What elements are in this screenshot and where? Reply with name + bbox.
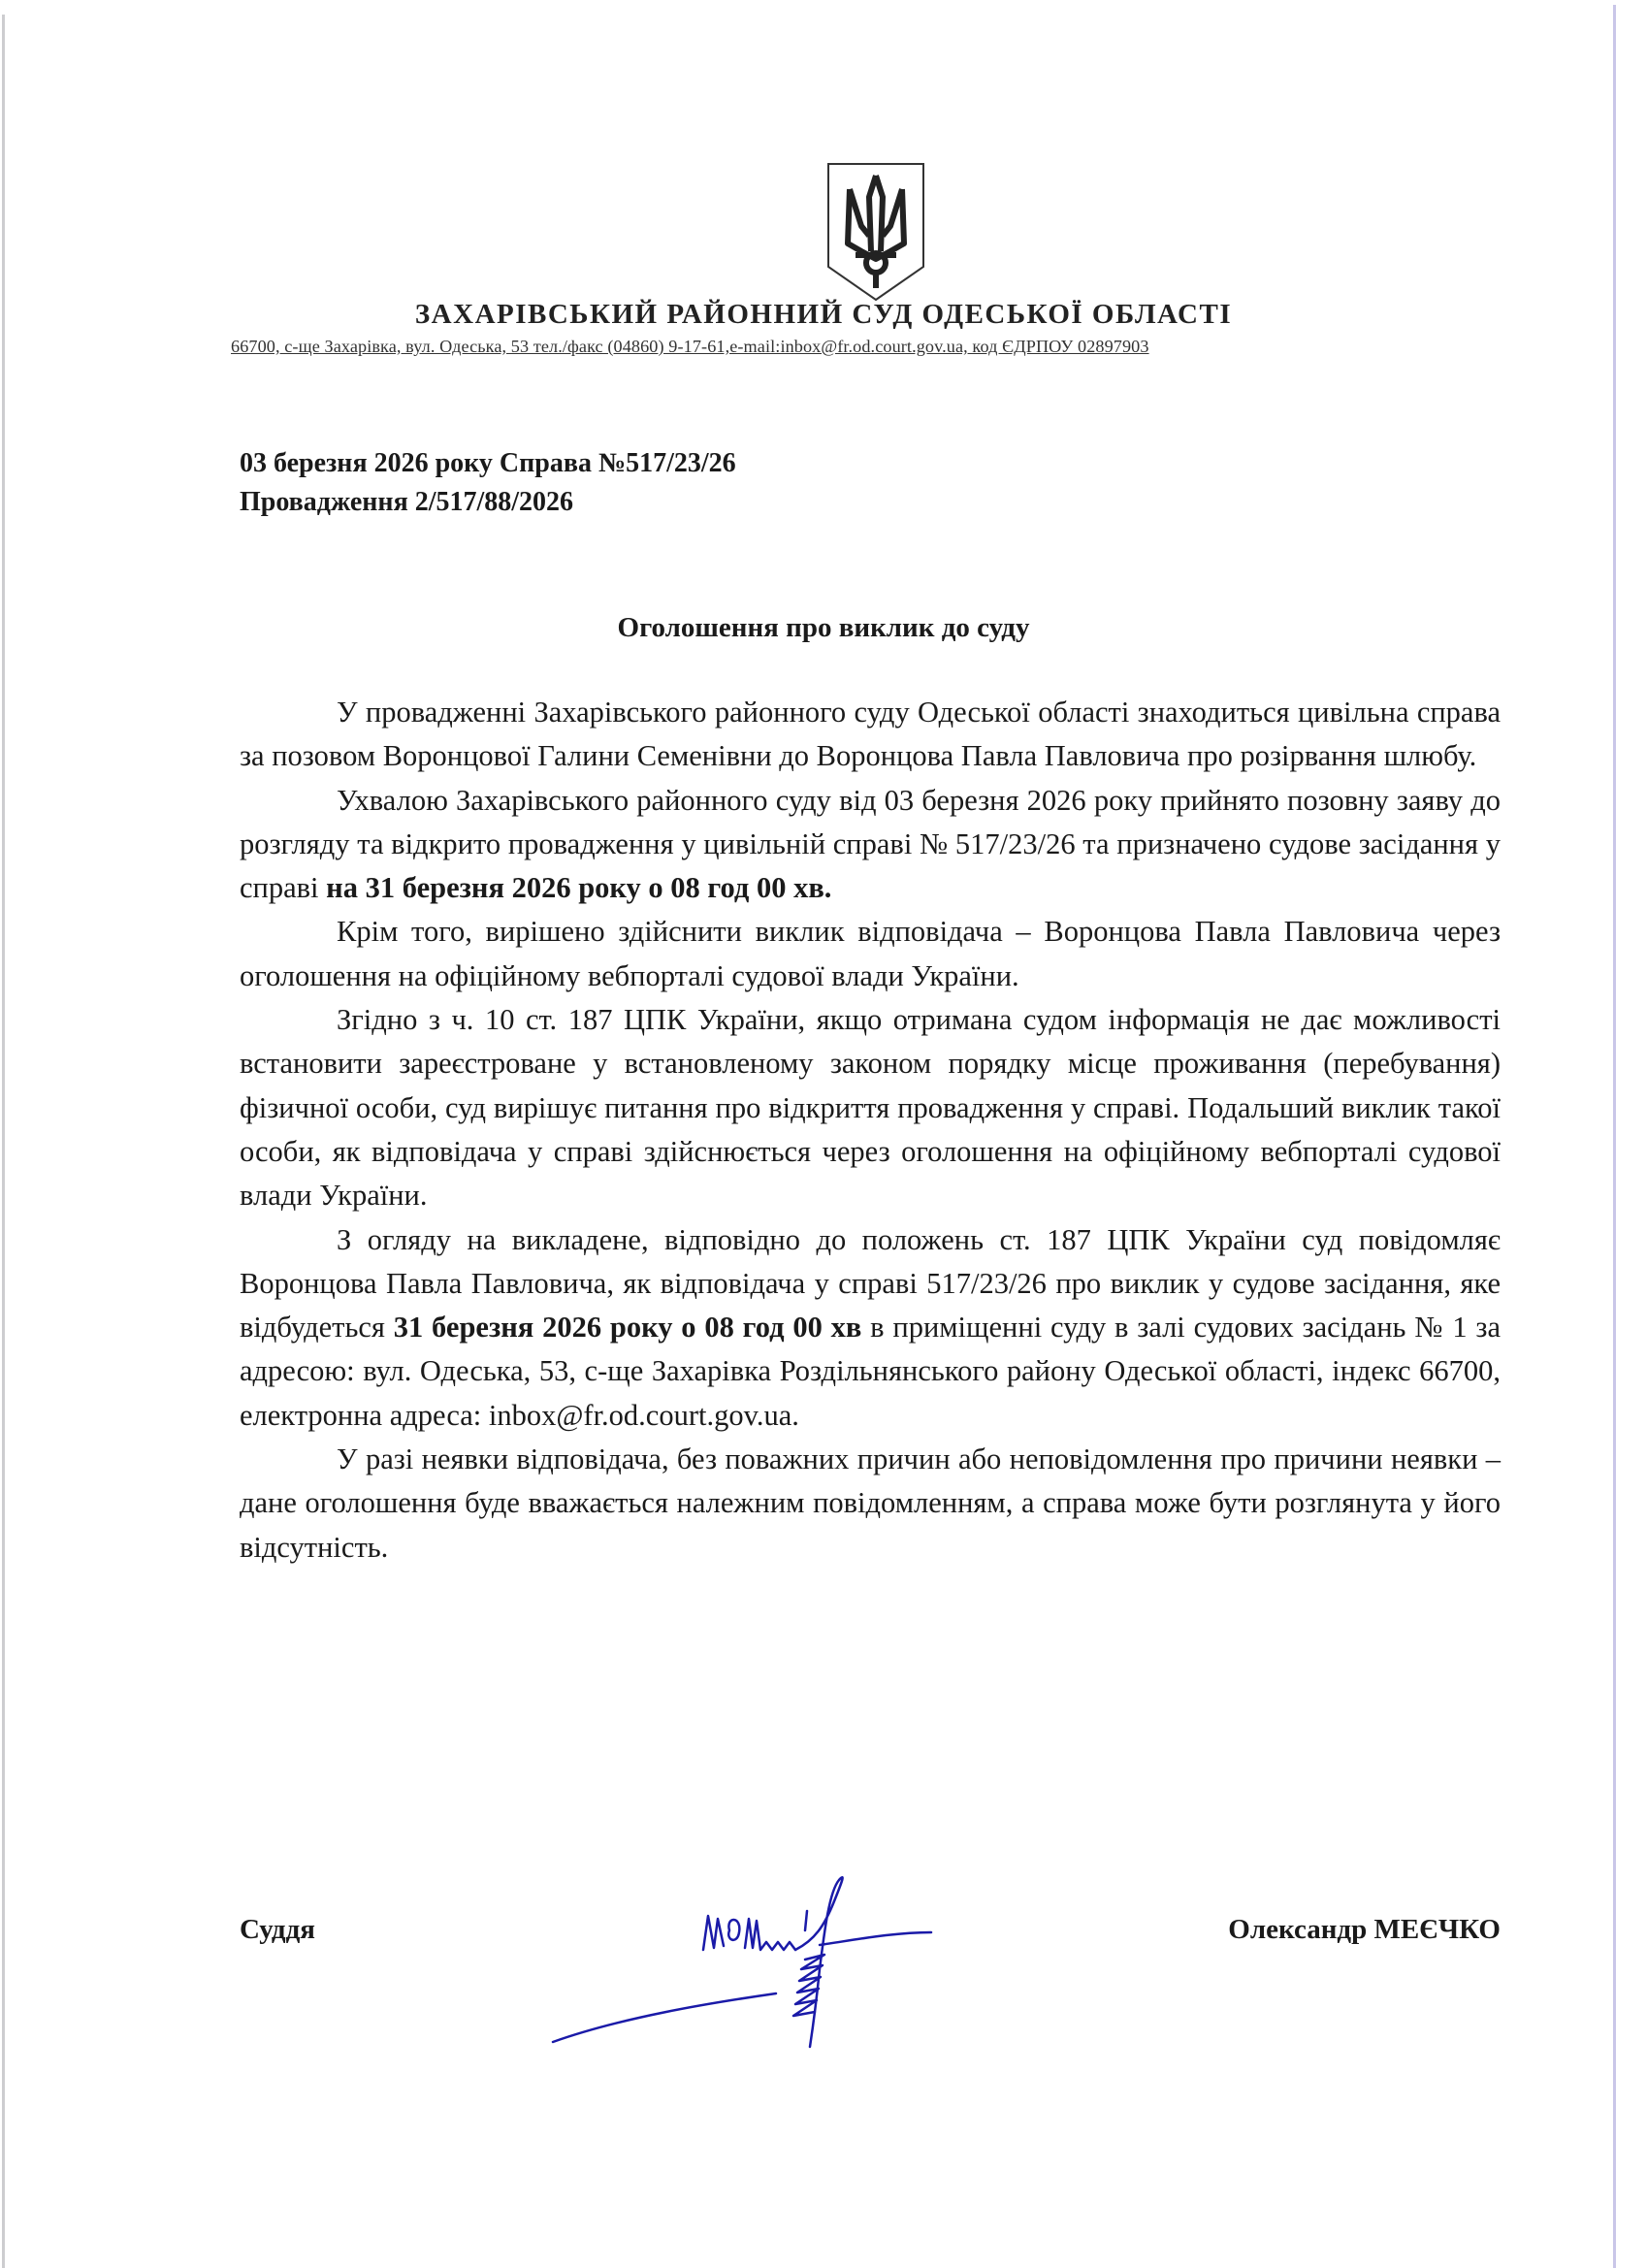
announcement-body: [240, 691, 1501, 1570]
paragraph-2: Ухвалою Захарівського районного суду від 03 березня 2026 року прийнято позовну заяву до розгляду та відкрито провадження у цивільній справі № 517/23/26 та призначено судове засідання у справі на 31 березня 2026 року о 08 год 00 хв.: [240, 783, 1501, 905]
paragraph-3: Крім того, вирішено здійснити виклик відповідача – Воронцова Павла Павловича через оголошення на офіційному вебпорталі судової влади України.: [240, 915, 1501, 992]
proceeding-number: Провадження 2/517/88/2026: [240, 487, 574, 517]
paragraph-6: У разі неявки відповідача, без поважних причин або неповідомлення про причини неявки – дане оголошення буде вважається належним повідомленням, а справа може бути розглянута у його відсутність.: [240, 1442, 1501, 1564]
hearing-datetime-2: 31 березня 2026 року о 08 год 00 хв: [393, 1311, 862, 1345]
paragraph-1: У провадженні Захарівського районного суду Одеської області знаходиться цивільна справа за позовом Воронцової Галини Семенівни до Воронцова Павла Павловича про розірвання шлюбу.: [240, 696, 1501, 773]
paragraph-4: Згідно з ч. 10 ст. 187 ЦПК України, якщо отримана судом інформація не дає можливості встановити зареєстроване у встановленому законом порядку місце проживання (перебування) фізичної особи, суд вирішує питання про відкриття провадження у справі. Подальший виклик такої особи, як відповідача у справі здійснюється через оголошення на офіційному вебпорталі судової влади України.: [240, 1003, 1501, 1213]
case-info: [240, 444, 736, 522]
scan-edge-right: [1613, 5, 1616, 2268]
signer-role: Суддя: [240, 1914, 315, 1945]
signer-name: Олександр МЕЄЧКО: [1228, 1914, 1501, 1945]
court-address: 66700, с-ще Захарівка, вул. Одеська, 53 тел./факс (04860) 9-17-61,e-mail:inbox@fr.od.court.gov.ua, код ЄДРПОУ 02897903: [231, 337, 1149, 356]
case-date-number: 03 березня 2026 року Справа №517/23/26: [240, 448, 736, 478]
scan-edge-left: [2, 15, 5, 2268]
ukraine-coat-of-arms-icon: [823, 158, 929, 304]
document-title: Оголошення про виклик до суду: [617, 612, 1030, 643]
hearing-datetime: на 31 березня 2026 року о 08 год 00 хв.: [326, 871, 832, 905]
handwritten-signature-icon: [485, 1872, 1028, 2066]
paragraph-5: З огляду на викладене, відповідно до положень ст. 187 ЦПК України суд повідомляє Воронцова Павла Павловича, як відповідача у справі 517/23/26 про виклик у судове засідання, яке відбудеться 31 березня 2026 року о 08 год 00 хв в приміщенні суду в залі судових засідань № 1 за адресою: вул. Одеська, 53, с-ще Захарівка Роздільнянського району Одеської області, індекс 66700, електронна адреса: inbox@fr.od.court.gov.ua.: [240, 1222, 1501, 1432]
court-name: ЗАХАРІВСЬКИЙ РАЙОННИЙ СУД ОДЕСЬКОЇ ОБЛАСТІ: [414, 299, 1233, 330]
